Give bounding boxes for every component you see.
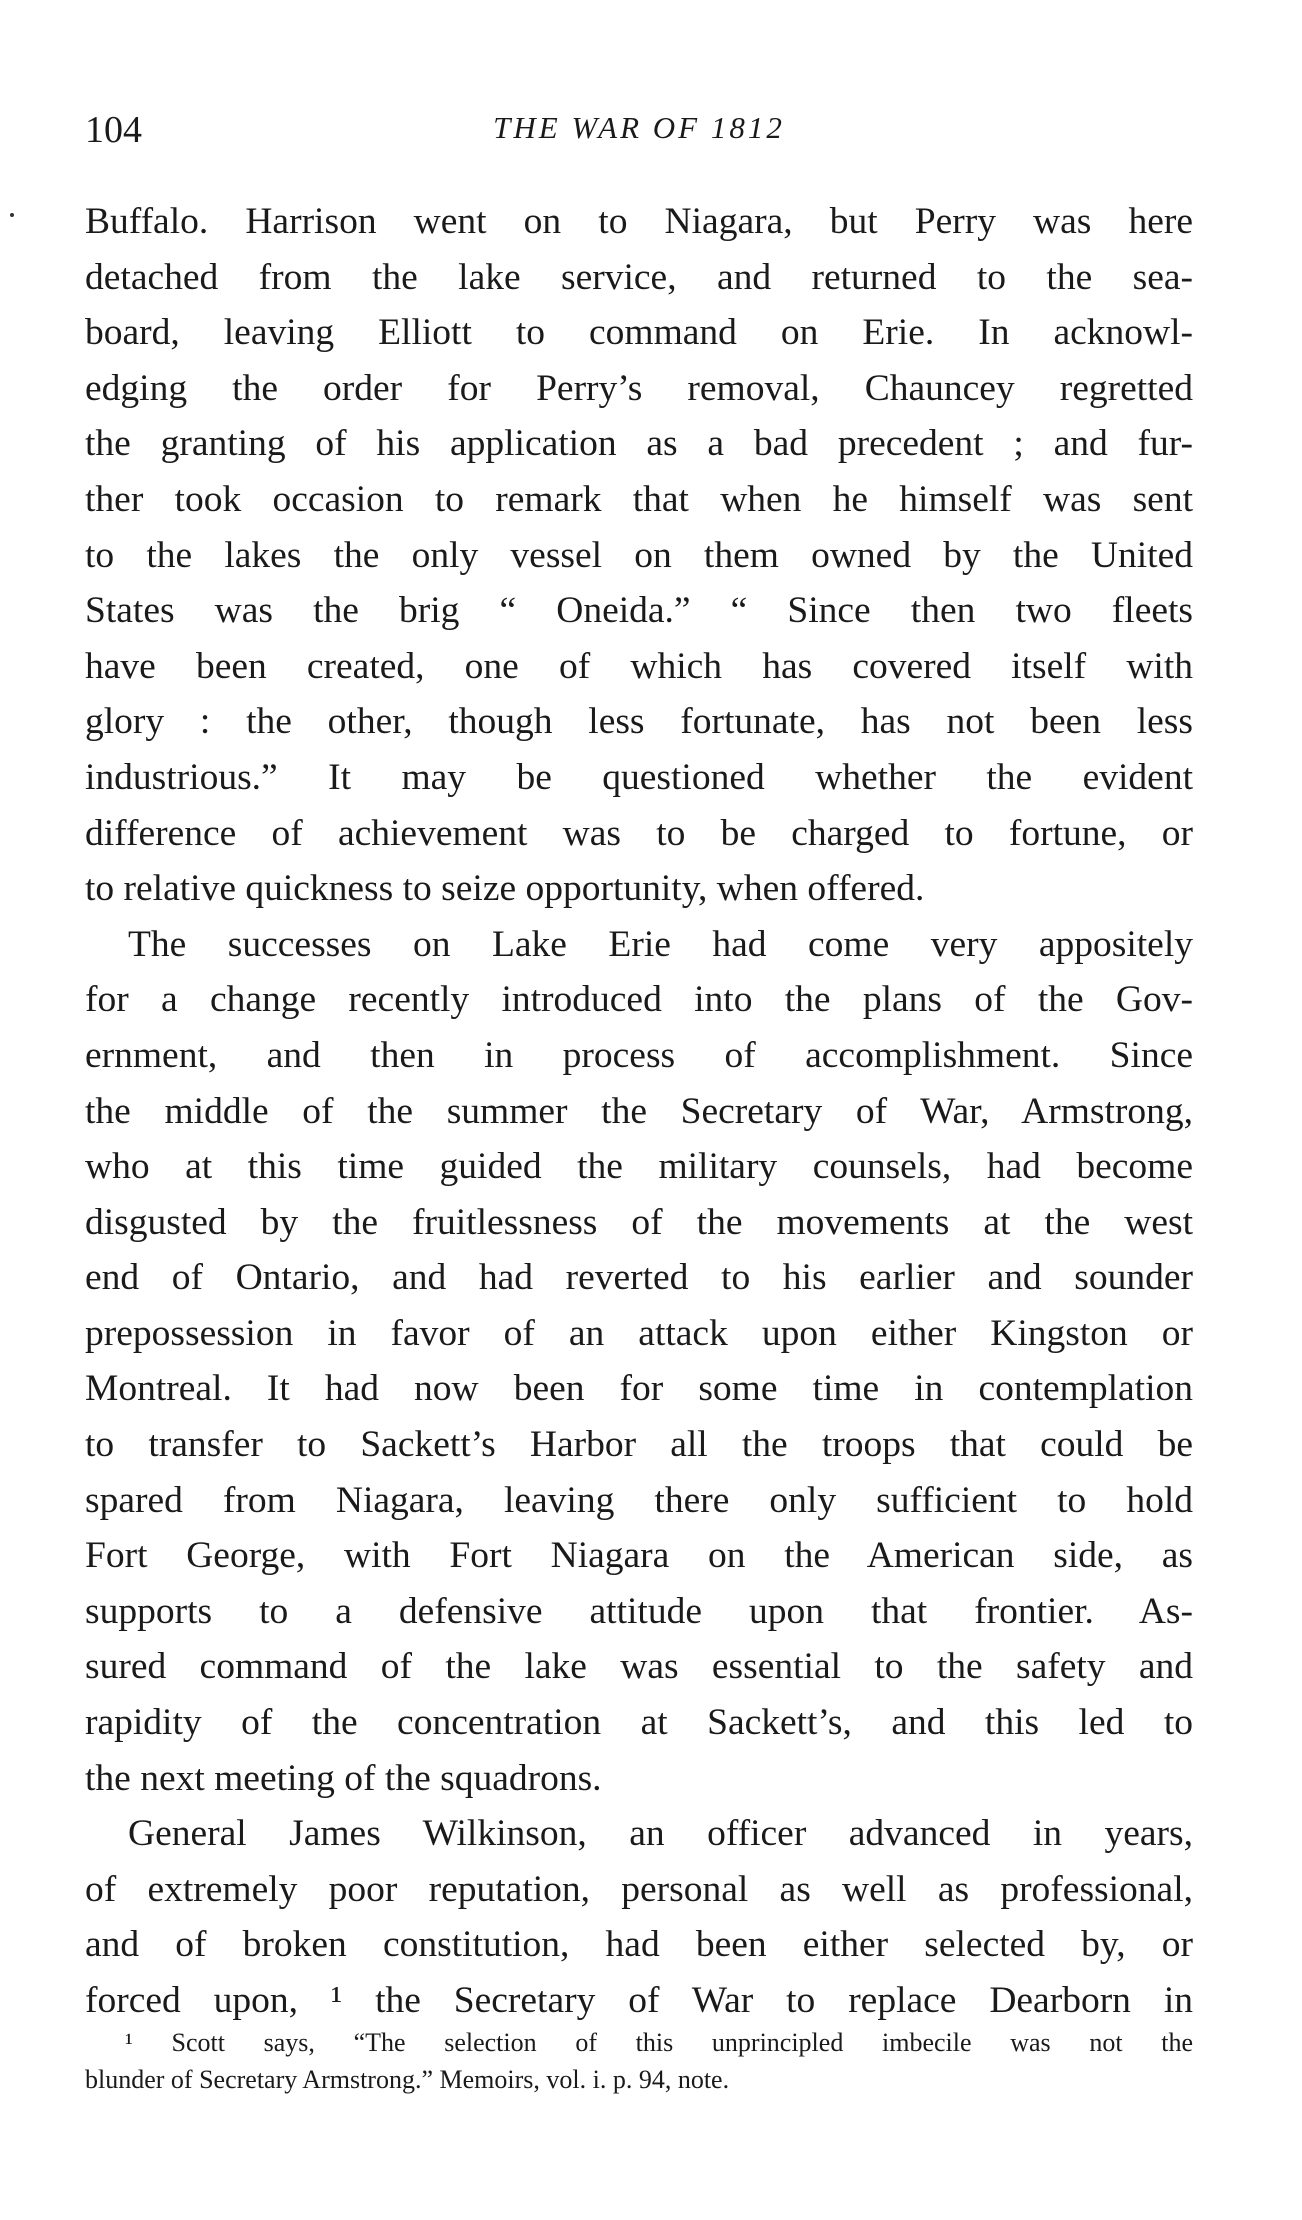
text-line: to relative quickness to seize opportunity, when offered. [85, 868, 925, 910]
running-title: THE WAR OF 1812 [493, 110, 785, 145]
text-line: Montreal. It had now been for some time in contemplation [85, 1368, 1193, 1410]
text-line: and of broken constitution, had been either selected by, or [85, 1924, 1193, 1966]
scan-speck [10, 213, 14, 217]
text-line: difference of achievement was to be charged to fortune, or [85, 812, 1193, 854]
text-line: the granting of his application as a bad precedent ; and fur- [85, 423, 1193, 465]
text-line: to transfer to Sackett’s Harbor all the troops that could be [85, 1424, 1193, 1466]
text-line: to the lakes the only vessel on them owned by the United [85, 534, 1193, 576]
text-line: ernment, and then in process of accomplishment. Since [85, 1034, 1193, 1076]
paragraph [85, 194, 1193, 917]
text-line: board, leaving Elliott to command on Erie. In acknowl- [85, 312, 1193, 354]
text-line: General James Wilkinson, an officer advanced in years, [128, 1813, 1193, 1855]
text-line: detached from the lake service, and returned to the sea- [85, 256, 1193, 298]
text-line: edging the order for Perry’s removal, Chauncey regretted [85, 367, 1193, 409]
text-line: industrious.” It may be questioned whether the evident [85, 756, 1193, 798]
text-line: spared from Niagara, leaving there only sufficient to hold [85, 1479, 1193, 1521]
text-line: the next meeting of the squadrons. [85, 1757, 602, 1799]
footnote-line: blunder of Secretary Armstrong.” Memoirs, vol. i. p. 94, note. [85, 2065, 730, 2094]
text-line: for a change recently introduced into the plans of the Gov- [85, 979, 1193, 1021]
text-line: the middle of the summer the Secretary of War, Armstrong, [85, 1090, 1193, 1132]
text-line: Fort George, with Fort Niagara on the American side, as [85, 1535, 1193, 1577]
text-line: glory : the other, though less fortunate, has not been less [85, 701, 1193, 743]
text-line: prepossession in favor of an attack upon either Kingston or [85, 1312, 1193, 1354]
text-line: who at this time guided the military counsels, had become [85, 1146, 1193, 1188]
text-line: have been created, one of which has covered itself with [85, 645, 1193, 687]
page-header [85, 108, 1193, 160]
footnote [85, 2024, 1193, 2098]
text-line: of extremely poor reputation, personal as well as professional, [85, 1868, 1193, 1910]
body-text [85, 194, 1193, 2029]
paragraph [85, 1806, 1193, 2028]
text-line: disgusted by the fruitlessness of the movements at the west [85, 1201, 1193, 1243]
text-line: supports to a defensive attitude upon that frontier. As- [85, 1590, 1193, 1632]
text-line: Buffalo. Harrison went on to Niagara, but Perry was here [85, 201, 1193, 242]
text-line: States was the brig “ Oneida.” “ Since then two fleets [85, 590, 1193, 632]
paragraph [85, 917, 1193, 1807]
text-line: end of Ontario, and had reverted to his earlier and sounder [85, 1257, 1193, 1299]
text-line: ther took occasion to remark that when he himself was sent [85, 478, 1193, 520]
text-line: The successes on Lake Erie had come very appositely [128, 923, 1193, 965]
text-line: forced upon, ¹ the Secretary of War to replace Dearborn in [85, 1980, 1193, 2021]
text-line: rapidity of the concentration at Sackett’s, and this led to [85, 1702, 1193, 1744]
text-line: sured command of the lake was essential to the safety and [85, 1646, 1193, 1688]
footnote-line: ¹ Scott says, “The selection of this unprincipled imbecile was not the [125, 2028, 1193, 2057]
page-number: 104 [85, 109, 142, 151]
